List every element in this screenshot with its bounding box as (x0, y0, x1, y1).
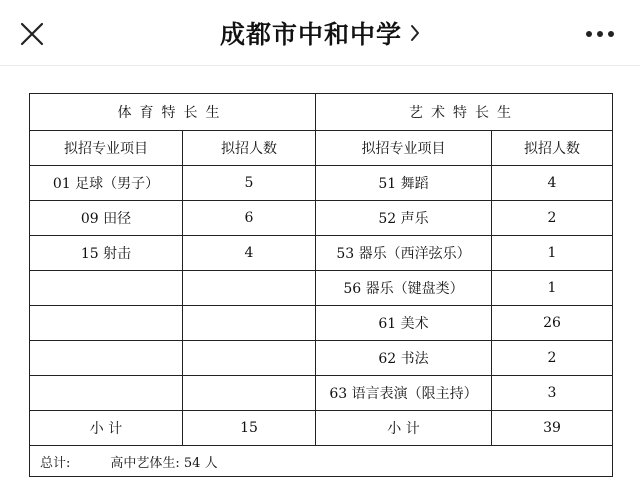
arts-count-column-header: 拟招人数 (492, 131, 613, 166)
arts-count-cell: 4 (492, 166, 613, 201)
arts-count-cell: 3 (492, 376, 613, 411)
account-title-link[interactable] (0, 12, 640, 54)
arts-count-cell: 2 (492, 341, 613, 376)
sports-program-cell (30, 271, 183, 306)
enrollment-quota-table (29, 93, 613, 477)
table-row (30, 166, 613, 201)
page-title: 成都市中和中学 (219, 20, 402, 49)
grand-total-label: 总计: (40, 455, 71, 471)
arts-program-cell: 53 器乐（西洋弦乐） (316, 236, 492, 271)
grand-total-text: 高中艺体生: 54 人 (110, 455, 218, 471)
arts-program-cell: 52 声乐 (316, 201, 492, 236)
arts-program-column-header: 拟招专业项目 (316, 131, 492, 166)
table-row (30, 376, 613, 411)
arts-subtotal-value: 39 (492, 411, 613, 446)
more-icon (585, 30, 615, 38)
more-button[interactable] (578, 14, 622, 54)
sports-count-cell (183, 376, 316, 411)
sports-program-cell: 09 田径 (30, 201, 183, 236)
sports-program-cell: 15 射击 (30, 236, 183, 271)
grand-total-row (30, 446, 613, 477)
arts-program-cell: 51 舞蹈 (316, 166, 492, 201)
sports-program-cell (30, 306, 183, 341)
arts-subtotal-label: 小 计 (316, 411, 492, 446)
arts-count-cell: 26 (492, 306, 613, 341)
arts-program-cell: 61 美术 (316, 306, 492, 341)
sports-count-cell (183, 271, 316, 306)
sports-count-cell: 4 (183, 236, 316, 271)
article-content (0, 66, 640, 489)
table-row (30, 341, 613, 376)
table-row (30, 306, 613, 341)
grand-total-cell (30, 446, 613, 477)
arts-count-cell: 2 (492, 201, 613, 236)
arts-program-cell: 62 书法 (316, 341, 492, 376)
sports-program-cell (30, 376, 183, 411)
table-header-row (30, 94, 613, 131)
arts-count-cell: 1 (492, 271, 613, 306)
sports-program-cell: 01 足球（男子） (30, 166, 183, 201)
sports-count-cell (183, 306, 316, 341)
arts-count-cell: 1 (492, 236, 613, 271)
sports-count-cell: 5 (183, 166, 316, 201)
table-subheader-row (30, 131, 613, 166)
sports-program-column-header: 拟招专业项目 (30, 131, 183, 166)
chevron-right-icon (410, 24, 420, 42)
arts-program-cell: 56 器乐（键盘类） (316, 271, 492, 306)
sports-category-header: 体育特长生 (30, 94, 316, 131)
sports-count-cell: 6 (183, 201, 316, 236)
sports-program-cell (30, 341, 183, 376)
table-row (30, 236, 613, 271)
table-row (30, 201, 613, 236)
sports-count-cell (183, 341, 316, 376)
arts-category-header: 艺术特长生 (316, 94, 613, 131)
top-navigation-bar (0, 0, 640, 66)
arts-program-cell: 63 语言表演（限主持） (316, 376, 492, 411)
sports-subtotal-value: 15 (183, 411, 316, 446)
table-row (30, 271, 613, 306)
subtotal-row (30, 411, 613, 446)
sports-subtotal-label: 小 计 (30, 411, 183, 446)
sports-count-column-header: 拟招人数 (183, 131, 316, 166)
